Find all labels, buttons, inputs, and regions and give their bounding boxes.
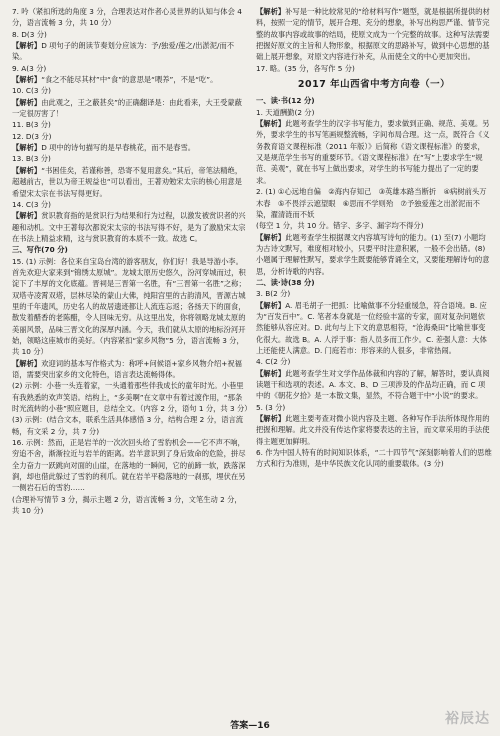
- answer-text: 7. 吟（紧扣所选的角度 3 分，合理表达对作者心灵世界的认知与体会 4 分，语言流畅 3 分，共 10 分）: [12, 7, 242, 28]
- answer-text: 此题考查学生对文学作品体裁和内容的了解，解答时，要认真阅读题干和选项的表述。A. 本文、B、D 三项涉及的作品均正确，而 C 项中的《朝花夕拾》是一本散文集，显然，不符合题干中“小说”的要求。: [256, 368, 490, 401]
- answer-text: 欢迎词的基本写作格式为：称呼+问候语+家乡风物介绍+祝福语，需要突出家乡的文化特色，语言表达流畅得体。: [12, 358, 242, 379]
- answer-text: 由此观之，王之蔽甚矣”的正确翻译是：由此看来，大王受蒙蔽一定很厉害了！: [12, 97, 242, 119]
- analysis-tag: 【解析】: [256, 414, 286, 424]
- analysis-tag: 【解析】: [12, 97, 42, 107]
- answer-text: 10. C(3 分): [12, 86, 51, 96]
- answer-text: 9. A(3 分): [12, 63, 47, 73]
- answer-text: 2. (1) ①心远地自偏 ②海内存知己 ③英雄本路当断折 ④病树前头万木春 ⑤不畏浮云遮望眼 ⑥思而不学则殆 ⑦予独爱莲之出淤泥而不染，濯清涟而不妖: [256, 187, 487, 219]
- analysis-tag: 【解析】: [256, 232, 286, 242]
- analysis-paragraph: [12, 40, 248, 63]
- answer-text: “书困佳矣，若谨称善，恐寄不复用意矣。”其后，帝笔法精绝，超越前古，世以为帝王规益也“可以看出，王著劝勉宋太宗的核心用意是希望宋太宗在书法写得更好。: [12, 165, 243, 198]
- answer-line: [12, 119, 248, 130]
- answer-text: 16. 示例：然而，正是岩羊的一次次回头给了雪豹机会——它不声不响，穷追不舍，渐渐拉近与岩羊的距离。岩羊意识到了身后致命的危险，拼尽全力奋力一跃跳向对面的山崖，在落地的一瞬间，它的前蹄一软，跌落深涧，却也借此躲过了雪豹的利爪。就在岩羊平稳落地的一刹那，埋伏在另一侧岩石后的雪豹……: [12, 438, 246, 493]
- answer-line: [12, 6, 248, 29]
- answer-line: [12, 199, 248, 210]
- answer-text: 3. B(2 分): [256, 289, 291, 299]
- page-number: 答案—16: [230, 721, 270, 731]
- answer-text: “食之不能尽其材”中“食”的意思是“喂养”，不是“吃”。: [41, 75, 218, 85]
- answer-text: 此题考查学生的汉字书写能力，要求做到正确、规范、美观。另外，要求学生的书写笔画规整流畅，字间布局合理。这一点，既符合《义务教育语文课程标准（2011 年版）》后简称《语文课程标准》的要求，又是规范学生书写的重要环节。《语文课程标准》在“写”上要求学生“规范、美观”，就在书写上做出要求，对学生的书写能力提出了一定的要求。: [256, 119, 490, 185]
- answer-line: [12, 131, 248, 142]
- answer-text: 1. 天道酬勤(2 分): [256, 107, 315, 117]
- answer-text: 17. 略。(35 分，各写作 5 分): [256, 63, 355, 73]
- answer-text: 15. (1) 示例：各位来自宝岛台湾的游客朋友，你们好！我是导游小李。首先欢迎大家来到“锦绣太原城”。龙城太原历史悠久，汾河穿城而过，积淀下了丰厚的文化底蕴。晋祠是三晋第一名胜，有“三晋第一名胜”之称；双塔寺凌霄双塔，层林尽染的蒙山大佛，纯阳宫里的古韵清风，晋源古城里的千年遗风，历史名人的故居遗迹都让人流连忘返；各扬天下的面食，散发着醋香的老陈醋，令人回味无穷。从这里出发，你将领略龙城太原的美丽风景，品味三晋文化的深厚内涵。今天，我们就从太原的地标汾河开始，领略这座城市的美好。（内容紧扣“家乡风物”5 分，语言流畅 3 分，共 10 分）: [12, 256, 246, 357]
- analysis-paragraph: [256, 232, 492, 277]
- analysis-tag: 【解析】: [12, 143, 42, 153]
- answer-text: (每空 1 分，共 10 分。错字、多字、漏字均不得分): [256, 221, 424, 231]
- analysis-paragraph: [12, 97, 248, 120]
- analysis-paragraph: [12, 74, 248, 85]
- answer-line: [256, 186, 492, 220]
- analysis-tag: 【解析】: [12, 165, 42, 175]
- answer-text: 4. C(2 分): [256, 357, 291, 367]
- analysis-paragraph: [12, 210, 248, 244]
- analysis-paragraph: [256, 368, 492, 402]
- answer-line: [256, 63, 492, 74]
- answer-text: 5. (3 分): [256, 402, 286, 412]
- answer-line: [12, 256, 248, 358]
- answer-text: 补写是一种比较常见的“给材料写作”题型，就是根据所提供的材料，按照一定的情节，展开合理、充分的想象，补写出构思严谨、情节完整的故事内容或故事的结局，使原文成为一个完整的故事。这种写法需要把握好原文的主旨和人物形象，根据原文的思路补写，做到中心思想的基础上展开想象，对原文内容进行补充，从而使全文的中心更加突出。: [256, 7, 490, 62]
- answer-text: 赏识教育指的是赏识行为结果和行为过程，以激发被赏识者的兴趣和动机。文中王著每次都说宋太宗的书法写得不好，是为了激励宋太宗在书法上精益求精，这与赏识教育的本质不一致。故选 C。: [12, 211, 246, 243]
- answer-line: [256, 220, 492, 231]
- analysis-tag: 【解析】: [12, 75, 42, 85]
- analysis-paragraph: [256, 413, 492, 447]
- analysis-tag: 【解析】: [256, 368, 286, 378]
- answer-line: [12, 29, 248, 40]
- watermark-logo: 裕辰达: [445, 711, 490, 727]
- answer-text: A. 眉毛胡子一把抓：比喻做事不分轻重缓急，符合语境。B. 应为“百发百中”。C. 笔者本身就是一位经验丰富的专家，面对复杂问题依然能够从容应对。D. 此句与上下文的意思相符，“沧海桑田”比喻世事变化很大。故选 B。A. 人浮于事：指人员多而工作少。C. 差强人意：大体上还能使人满意。D. 门庭若市：形容来的人很多，非常热闹。: [256, 300, 487, 355]
- analysis-paragraph: [256, 300, 492, 357]
- answer-text: 11. B(3 分): [12, 120, 51, 130]
- answer-line: [12, 63, 248, 74]
- answer-line: [256, 356, 492, 367]
- right-column: [256, 6, 492, 470]
- answer-line: [12, 494, 248, 517]
- analysis-paragraph: [256, 118, 492, 186]
- answer-text: (3) 示例：(结合文本，联系生活具体感悟 3 分，结构合理 2 分，语言流畅，有文采 2 分，共 7 分): [12, 415, 244, 436]
- analysis-paragraph: [12, 358, 248, 381]
- answer-line: [12, 85, 248, 96]
- answer-line: [256, 402, 492, 413]
- answer-text: (2) 示例：小巷一头连着家，一头通着那些伴我成长的童年时光。小巷里有我熟悉的欢声笑语。结构上，“多美啊”在文章中有着过渡作用，“那条时光流转的小巷”照应题目，总结全文。（内容 2 分，语句 1 分，共 3 分）: [12, 381, 252, 414]
- answer-text: 12. D(3 分): [12, 131, 52, 141]
- answer-line: [12, 153, 248, 164]
- answer-text: (合理补写情节 3 分，揭示主题 2 分，语言流畅 3 分，文笔生动 2 分，共 10 分): [12, 494, 242, 516]
- answer-text: 8. D(3 分): [12, 29, 47, 39]
- analysis-tag: 【解析】: [12, 358, 42, 368]
- answer-line: [256, 288, 492, 299]
- answer-text: 此题主要考查对微小说内容及主题、各种写作手法所体现作用的把握和理解。此文并没有传达作家将要表达的主旨，而文章采用的手法使得主题更加鲜明。: [256, 414, 490, 446]
- answer-line: [256, 447, 492, 470]
- answer-line: [12, 437, 248, 494]
- answer-text: 14. C(3 分): [12, 199, 51, 209]
- answer-text: D 项中的诗句描写的是早春桃花，而不是春雪。: [41, 143, 196, 153]
- answer-text: 此题考查学生根据课文内容填写诗句的能力。(1) 至(7) 小题均为古诗文默写，难度相对较小，只要平时注意积累，一般不会出错。(8) 小题属于理解性默写，要求学生既要能够背诵全文，又要能理解诗句的意思，分析诗歌的内容。: [256, 232, 490, 276]
- analysis-tag: 【解析】: [256, 300, 286, 310]
- analysis-tag: 【解析】: [256, 7, 286, 16]
- answer-text: D 项句子的朗读节奏划分应该为：予/独爱/莲之/出淤泥/而不染。: [12, 41, 235, 62]
- analysis-paragraph: [256, 6, 492, 63]
- answer-text: 6. 作为中国人特有的时间知识体系，“二十四节气”深刻影响着人们的思维方式和行为准则，是中华民族文化认同的重要载体。(3 分): [256, 448, 492, 469]
- analysis-tag: 【解析】: [12, 211, 42, 221]
- analysis-paragraph: [12, 142, 248, 153]
- section-heading: 二、读·诗(38 分): [256, 277, 315, 287]
- answer-line: [12, 414, 248, 437]
- analysis-paragraph: [12, 165, 248, 199]
- left-column: [12, 6, 252, 516]
- answer-line: [256, 107, 492, 118]
- section-heading: 三、写作(70 分): [12, 245, 68, 255]
- analysis-tag: 【解析】: [256, 119, 286, 129]
- analysis-tag: 【解析】: [12, 41, 42, 51]
- answer-line: [12, 380, 252, 414]
- answer-text: 13. B(3 分): [12, 154, 51, 164]
- section-heading: 一、读·书(12 分): [256, 96, 315, 106]
- section-title: 2017 年山西省中考方向卷（一）: [297, 79, 451, 91]
